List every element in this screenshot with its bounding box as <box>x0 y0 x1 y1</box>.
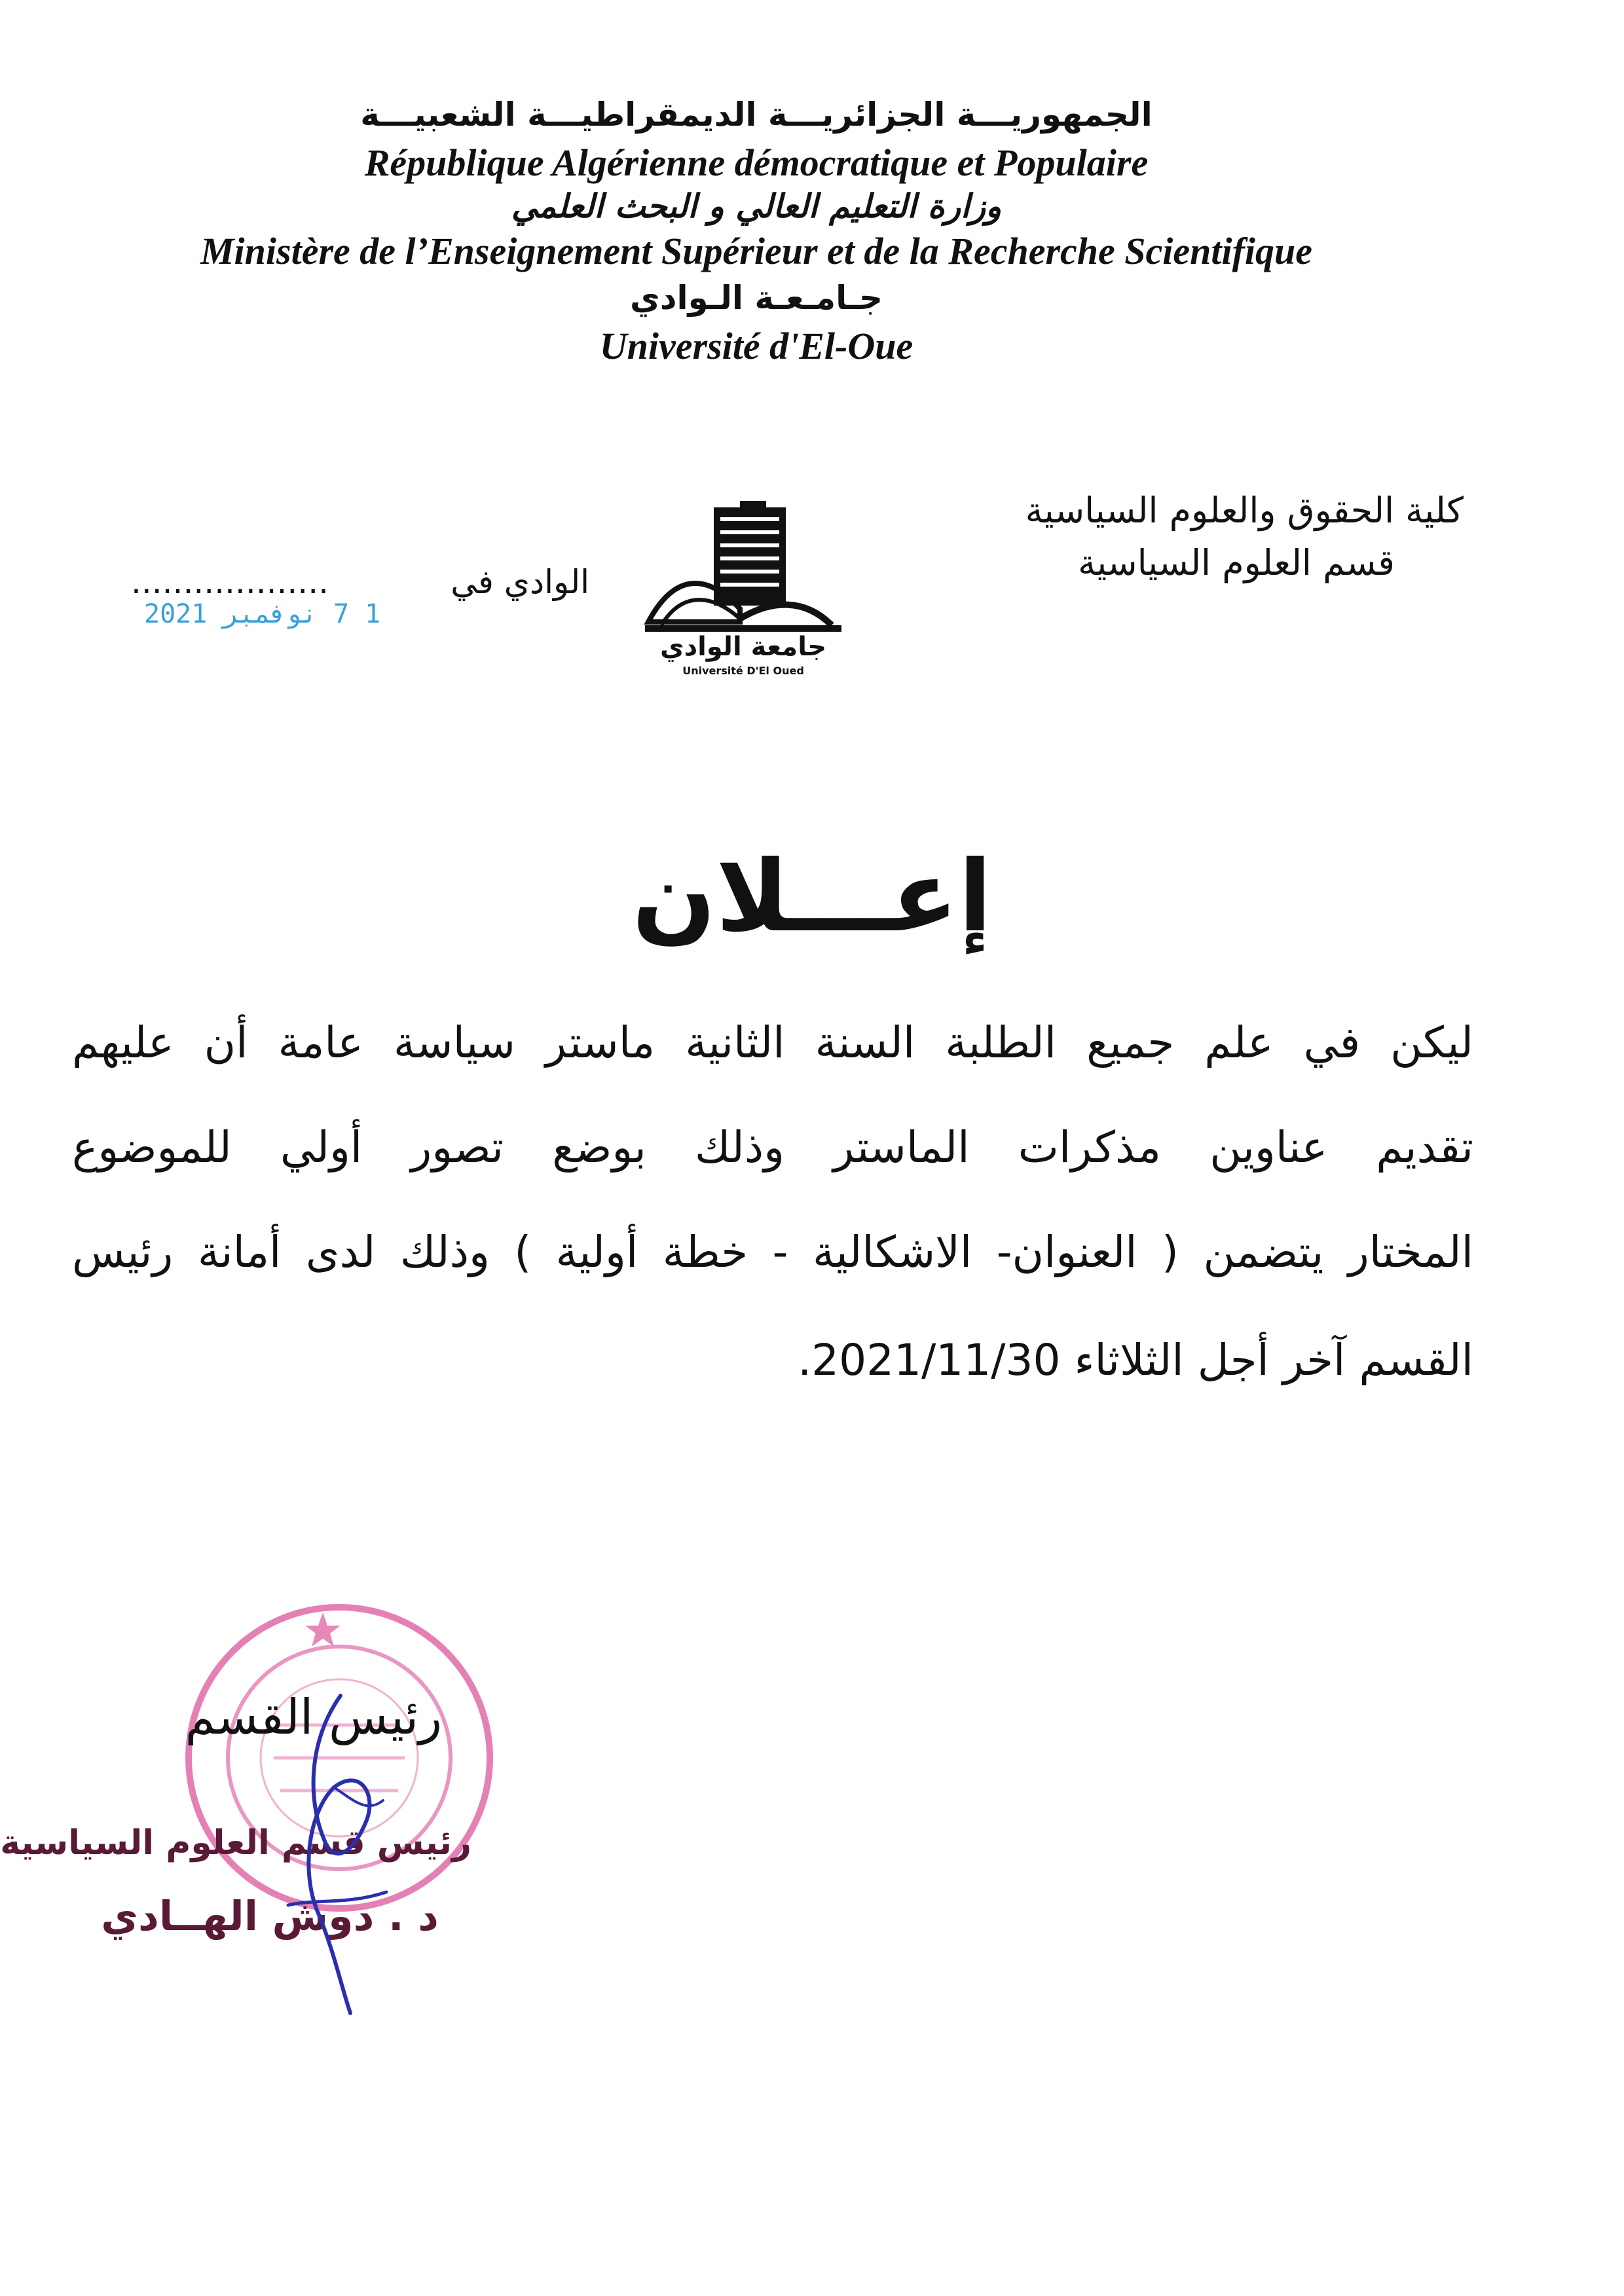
faculty-name: كلية الحقوق والعلوم السياسية <box>1025 490 1464 531</box>
ministry-ar: وزارة التعليم العالي و البحث العلمي <box>511 187 1002 225</box>
handwritten-signature <box>262 1689 406 2016</box>
page-title: إعـــلان <box>632 840 992 954</box>
republic-ar: الجمهوريـــة الجزائريـــة الديمقراطيـــة الشعبيـــة <box>360 96 1153 134</box>
body-line-4: القسم آخر أجل الثلاثاء 2021/11/30. <box>798 1335 1473 1385</box>
ministry-fr: Ministère de l’Enseignement Supérieur et de la Recherche Scientifique <box>200 230 1313 272</box>
date-stamp: 1 7 نوفمبر 2021 <box>144 599 381 629</box>
date-label: الوادي في <box>451 563 589 601</box>
university-logo <box>635 501 864 684</box>
university-ar: جـامـعـة الـوادي <box>630 279 883 317</box>
body-line-1: ليكن في علم جميع الطلبة السنة الثانية ماستر سياسة عامة أن عليهم <box>72 1017 1473 1068</box>
signature-title: رئيس القسم <box>185 1689 442 1745</box>
logo-text-ar: جامعة الوادي <box>659 632 827 662</box>
body-line-2: تقديم عناوين مذكرات الماستر وذلك بوضع تصور أولي للموضوع <box>72 1122 1473 1173</box>
university-fr: Université d'El-Oue <box>599 325 913 367</box>
date-line <box>131 563 589 635</box>
signature-name: د . دوش الهــادي <box>101 1892 439 1940</box>
body-line-3: المختار يتضمن ( العنوان- الاشكالية - خطة أولية ) وذلك لدى أمانة رئيس <box>72 1227 1473 1277</box>
signature-position: رئيس قسم العلوم السياسية <box>0 1823 471 1863</box>
republic-fr: République Algérienne démocratique et Populaire <box>364 141 1149 184</box>
department-name: قسم العلوم السياسية <box>1078 542 1395 583</box>
date-dots: ................... <box>131 563 329 601</box>
logo-text-fr: Université D'El Oued <box>682 665 804 677</box>
signature-icon <box>262 1689 406 2016</box>
